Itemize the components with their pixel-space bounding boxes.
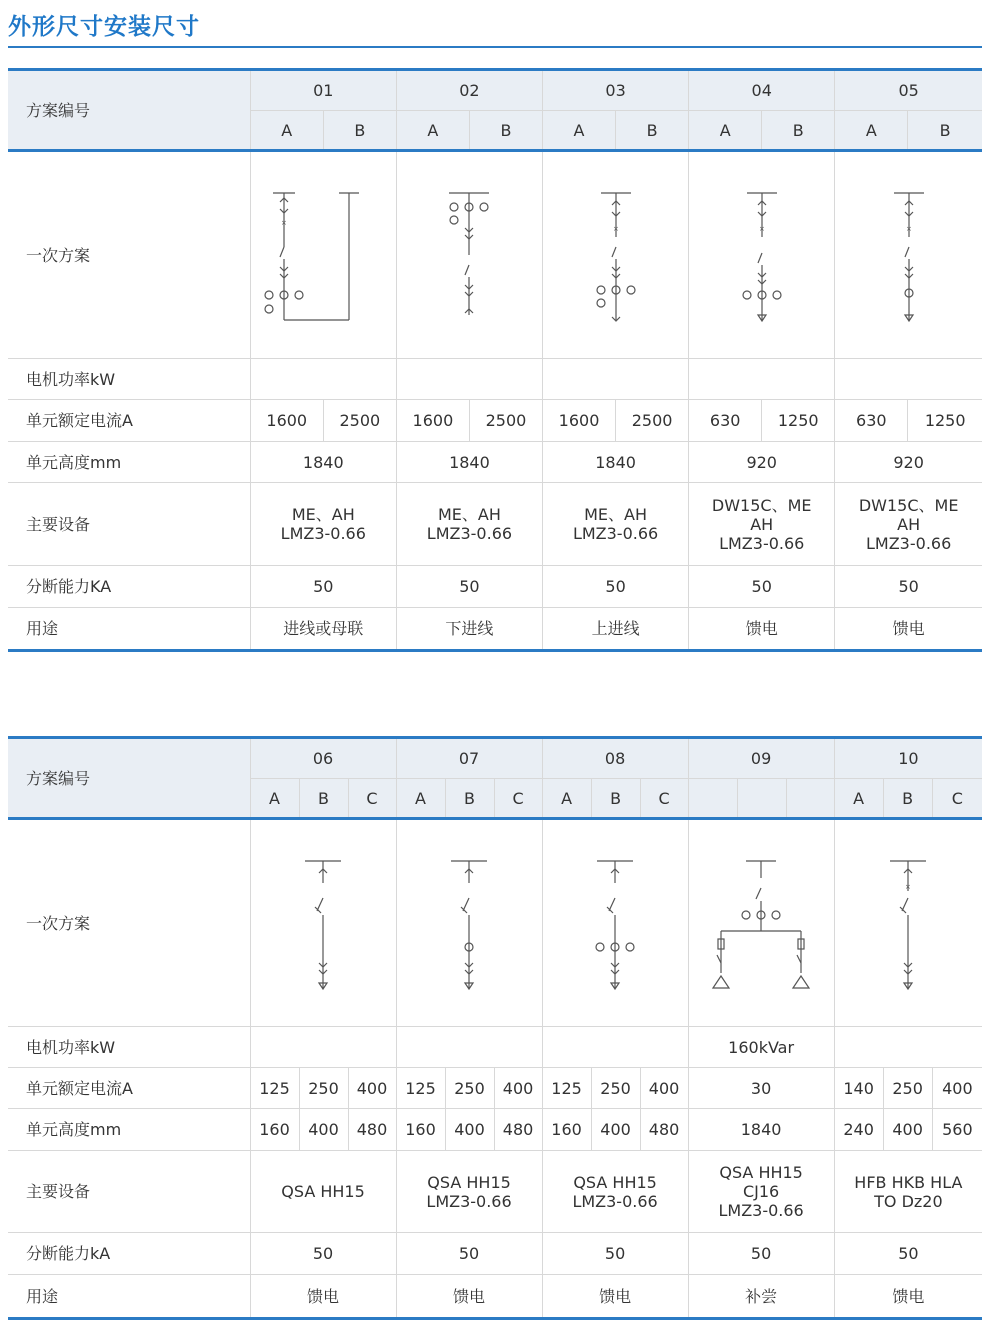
circuit-diagram-feeder-3ct	[689, 151, 835, 359]
usage-cell: 馈电	[542, 1275, 688, 1319]
svg-text:×: ×	[905, 225, 912, 233]
scheme-no: 09	[688, 738, 834, 779]
sub-scheme: B	[469, 111, 542, 151]
unit-height-cell: 160	[396, 1109, 445, 1151]
breaking-cell: 50	[689, 566, 835, 608]
rated-current-cell: 630	[689, 400, 762, 442]
unit-height-cell: 160	[542, 1109, 591, 1151]
row-label-rated-current: 单元额定电流A	[8, 1068, 250, 1109]
row-label-rated-current: 单元额定电流A	[8, 400, 250, 442]
breaking-cell: 50	[396, 566, 542, 608]
row-label-scheme-no: 方案编号	[8, 738, 250, 819]
scheme-no: 08	[542, 738, 688, 779]
usage-cell: 进线或母联	[250, 608, 396, 651]
sub-scheme: A	[689, 111, 762, 151]
sub-scheme: B	[762, 111, 835, 151]
breaking-cell: 50	[688, 1233, 834, 1275]
motor-power-cell	[542, 1027, 688, 1068]
usage-cell: 馈电	[396, 1275, 542, 1319]
rated-current-cell: 400	[640, 1068, 688, 1109]
scheme-no: 01	[250, 70, 396, 111]
sub-scheme: C	[640, 779, 688, 819]
scheme-no: 04	[689, 70, 835, 111]
unit-height-cell: 1840	[543, 442, 689, 483]
spec-table-2	[8, 736, 982, 1320]
unit-height-cell: 400	[883, 1109, 932, 1151]
unit-height-cell: 480	[640, 1109, 688, 1151]
sub-scheme: A	[834, 779, 883, 819]
sub-scheme: C	[932, 779, 982, 819]
usage-cell: 上进线	[543, 608, 689, 651]
unit-height-cell: 400	[445, 1109, 494, 1151]
motor-power-cell	[250, 1027, 396, 1068]
circuit-diagram-compensation	[688, 819, 834, 1027]
unit-height-cell: 920	[835, 442, 982, 483]
row-label-main-equipment: 主要设备	[8, 1151, 250, 1233]
rated-current-cell: 250	[299, 1068, 348, 1109]
breaking-cell: 50	[834, 1233, 982, 1275]
circuit-diagram-bottom-incoming	[396, 151, 542, 359]
rated-current-cell: 2500	[469, 400, 542, 442]
main-equipment-cell: DW15C、ME AH LMZ3-0.66	[835, 483, 982, 566]
sub-scheme: B	[908, 111, 982, 151]
circuit-diagram-feeder-ct	[396, 819, 542, 1027]
motor-power-cell	[396, 359, 542, 400]
usage-cell: 馈电	[834, 1275, 982, 1319]
sub-scheme: B	[591, 779, 640, 819]
sub-scheme: A	[250, 779, 299, 819]
row-label-unit-height: 单元高度mm	[8, 442, 250, 483]
rated-current-cell: 400	[932, 1068, 982, 1109]
sub-scheme: A	[396, 779, 445, 819]
usage-cell: 馈电	[835, 608, 982, 651]
rated-current-cell: 1250	[762, 400, 835, 442]
usage-cell: 馈电	[689, 608, 835, 651]
scheme-no: 05	[835, 70, 982, 111]
usage-cell: 馈电	[250, 1275, 396, 1319]
rated-current-cell: 400	[348, 1068, 396, 1109]
sub-scheme: A	[543, 111, 616, 151]
rated-current-cell: 2500	[323, 400, 396, 442]
main-equipment-cell: QSA HH15 LMZ3-0.66	[542, 1151, 688, 1233]
sub-scheme	[737, 779, 786, 819]
motor-power-cell	[834, 1027, 982, 1068]
rated-current-cell: 250	[445, 1068, 494, 1109]
scheme-no: 03	[543, 70, 689, 111]
circuit-diagram-feeder	[250, 819, 396, 1027]
page-title: 外形尺寸安装尺寸	[8, 14, 200, 40]
sub-scheme: A	[542, 779, 591, 819]
sub-scheme: C	[494, 779, 542, 819]
spec-table-1	[8, 68, 982, 652]
scheme-no: 07	[396, 738, 542, 779]
title-divider	[8, 46, 982, 48]
unit-height-cell: 560	[932, 1109, 982, 1151]
rated-current-cell: 30	[688, 1068, 834, 1109]
rated-current-cell: 125	[396, 1068, 445, 1109]
rated-current-cell: 2500	[616, 400, 689, 442]
unit-height-cell: 400	[299, 1109, 348, 1151]
sub-scheme: A	[835, 111, 908, 151]
sub-scheme: B	[299, 779, 348, 819]
sub-scheme	[688, 779, 737, 819]
sub-scheme	[786, 779, 834, 819]
main-equipment-cell: HFB HKB HLA TO Dz20	[834, 1151, 982, 1233]
row-label-unit-height: 单元高度mm	[8, 1109, 250, 1151]
svg-text:×: ×	[612, 225, 619, 233]
row-label-main-equipment: 主要设备	[8, 483, 250, 566]
sub-scheme: B	[323, 111, 396, 151]
circuit-diagram-feeder-3ct	[542, 819, 688, 1027]
svg-text:×: ×	[905, 883, 912, 891]
unit-height-cell: 480	[348, 1109, 396, 1151]
motor-power-cell	[250, 359, 396, 400]
rated-current-cell: 140	[834, 1068, 883, 1109]
sub-scheme: B	[883, 779, 932, 819]
unit-height-cell: 400	[591, 1109, 640, 1151]
motor-power-cell: 160kVar	[688, 1027, 834, 1068]
circuit-diagram-top-incoming	[543, 151, 689, 359]
main-equipment-cell: QSA HH15	[250, 1151, 396, 1233]
scheme-no: 10	[834, 738, 982, 779]
unit-height-cell: 1840	[688, 1109, 834, 1151]
main-equipment-cell: ME、AH LMZ3-0.66	[396, 483, 542, 566]
sub-scheme: B	[616, 111, 689, 151]
main-equipment-cell: ME、AH LMZ3-0.66	[250, 483, 396, 566]
motor-power-cell	[835, 359, 982, 400]
row-label-usage: 用途	[8, 608, 250, 651]
breaking-cell: 50	[543, 566, 689, 608]
rated-current-cell: 400	[494, 1068, 542, 1109]
unit-height-cell: 1840	[250, 442, 396, 483]
sub-scheme: B	[445, 779, 494, 819]
rated-current-cell: 125	[542, 1068, 591, 1109]
row-label-breaking: 分断能力kA	[8, 1233, 250, 1275]
rated-current-cell: 125	[250, 1068, 299, 1109]
row-label-motor-power: 电机功率kW	[8, 1027, 250, 1068]
rated-current-cell: 250	[591, 1068, 640, 1109]
unit-height-cell: 240	[834, 1109, 883, 1151]
sub-scheme: A	[250, 111, 323, 151]
row-label-motor-power: 电机功率kW	[8, 359, 250, 400]
main-equipment-cell: DW15C、ME AH LMZ3-0.66	[689, 483, 835, 566]
row-label-usage: 用途	[8, 1275, 250, 1319]
breaking-cell: 50	[396, 1233, 542, 1275]
breaking-cell: 50	[542, 1233, 688, 1275]
breaking-cell: 50	[835, 566, 982, 608]
rated-current-cell: 250	[883, 1068, 932, 1109]
rated-current-cell: 1250	[908, 400, 982, 442]
circuit-diagram-feeder-fuse	[834, 819, 982, 1027]
motor-power-cell	[543, 359, 689, 400]
row-label-breaking: 分断能力KA	[8, 566, 250, 608]
scheme-no: 02	[396, 70, 542, 111]
usage-cell: 补尝	[688, 1275, 834, 1319]
rated-current-cell: 630	[835, 400, 908, 442]
usage-cell: 下进线	[396, 608, 542, 651]
main-equipment-cell: ME、AH LMZ3-0.66	[543, 483, 689, 566]
circuit-diagram-feeder-1ct	[835, 151, 982, 359]
circuit-diagram-busbar-coupler	[250, 151, 396, 359]
main-equipment-cell: QSA HH15 CJ16 LMZ3-0.66	[688, 1151, 834, 1233]
unit-height-cell: 480	[494, 1109, 542, 1151]
row-label-primary: 一次方案	[8, 151, 250, 359]
rated-current-cell: 1600	[250, 400, 323, 442]
sub-scheme: C	[348, 779, 396, 819]
unit-height-cell: 1840	[396, 442, 542, 483]
sub-scheme: A	[396, 111, 469, 151]
motor-power-cell	[689, 359, 835, 400]
unit-height-cell: 160	[250, 1109, 299, 1151]
row-label-scheme-no: 方案编号	[8, 70, 250, 151]
scheme-no: 06	[250, 738, 396, 779]
svg-text:×: ×	[758, 225, 765, 233]
breaking-cell: 50	[250, 566, 396, 608]
rated-current-cell: 1600	[543, 400, 616, 442]
unit-height-cell: 920	[689, 442, 835, 483]
breaking-cell: 50	[250, 1233, 396, 1275]
rated-current-cell: 1600	[396, 400, 469, 442]
motor-power-cell	[396, 1027, 542, 1068]
main-equipment-cell: QSA HH15 LMZ3-0.66	[396, 1151, 542, 1233]
svg-text:×: ×	[281, 219, 288, 227]
row-label-primary: 一次方案	[8, 819, 250, 1027]
